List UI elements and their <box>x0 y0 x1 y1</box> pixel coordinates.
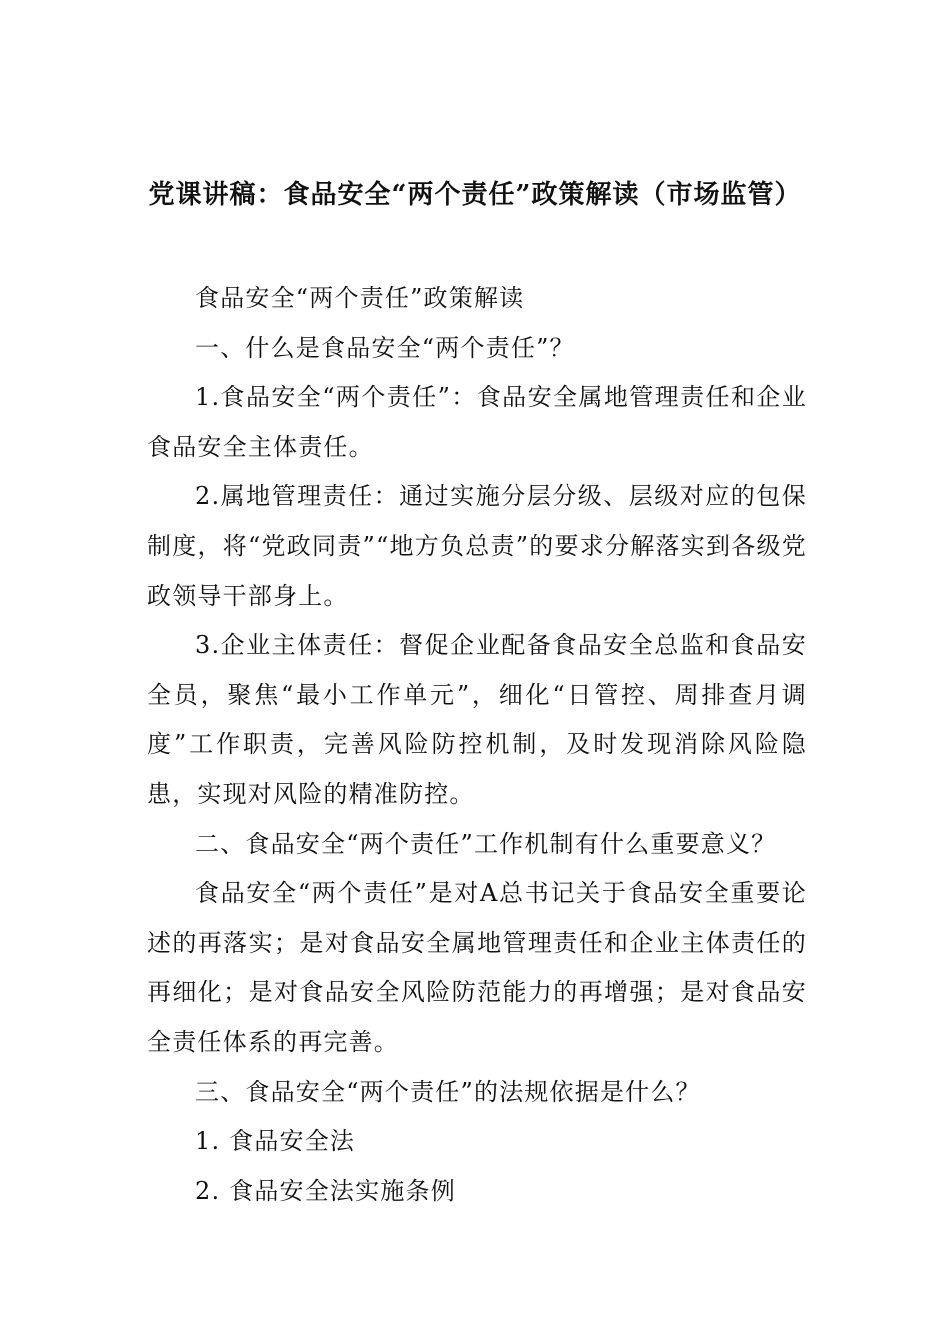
list-item-regulation: 2. 食品安全法实施条例 <box>195 1176 456 1205</box>
question-heading-2: 二、食品安全“两个责任”工作机制有什么重要意义？ <box>195 829 777 858</box>
question-heading-1: 一、什么是食品安全“两个责任”？ <box>195 333 575 362</box>
document-body <box>147 274 807 1216</box>
list-item-law: 1. 食品安全法 <box>195 1127 356 1156</box>
paragraph-territorial-responsibility: 2.属地管理责任：通过实施分层分级、层级对应的包保制度，将“党政同责”“地方负总责”的要求分解落实到各级党政领导干部身上。 <box>147 482 807 610</box>
question-heading-3: 三、食品安全“两个责任”的法规依据是什么？ <box>195 1077 701 1106</box>
section-heading: 食品安全“两个责任”政策解读 <box>195 284 525 312</box>
document-title: 党课讲稿：食品安全“两个责任”政策解读（市场监管） <box>148 180 802 211</box>
paragraph-definition: 1.食品安全“两个责任”：食品安全属地管理责任和企业食品安全主体责任。 <box>147 383 807 461</box>
paragraph-enterprise-responsibility: 3.企业主体责任：督促企业配备食品安全总监和食品安全员，聚焦“最小工作单元”，细化“日管控、周排查月调度”工作职责，完善风险防控机制，及时发现消除风险隐患，实现对风险的精准防控。 <box>147 631 807 808</box>
paragraph-significance: 食品安全“两个责任”是对A总书记关于食品安全重要论述的再落实；是对食品安全属地管理责任和企业主体责任的再细化；是对食品安全风险防范能力的再增强；是对食品安全责任体系的再完善。 <box>147 879 807 1056</box>
